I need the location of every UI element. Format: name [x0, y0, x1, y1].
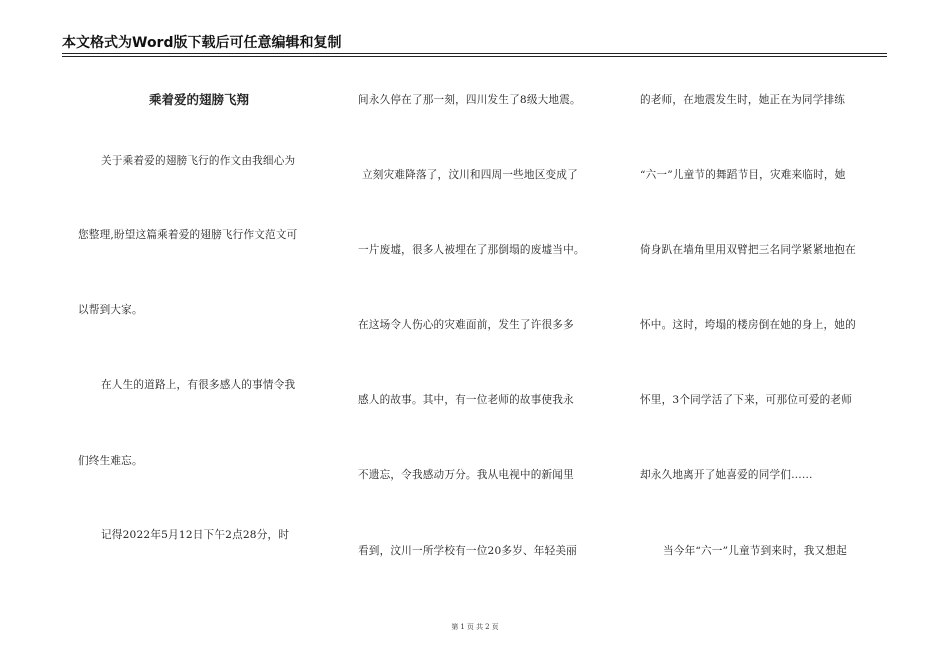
header-rule-top [62, 53, 887, 54]
header-rule-bottom [62, 56, 887, 57]
page-number: 1 [460, 623, 465, 631]
page-mid: 页 共 [466, 623, 484, 631]
column-1-line: 以帮到大家。 [78, 304, 143, 316]
column-1-line: 记得2022年5月12日下午2点28分，时 [101, 529, 290, 541]
column-3-line: 当今年“六一”儿童节到来时，我又想起 [663, 545, 847, 557]
column-3-line: 倚身趴在墙角里用双臂把三名同学紧紧地抱在 [640, 244, 856, 256]
column-2-line: 间永久停在了那一刻，四川发生了8级大地震。 [358, 94, 581, 106]
column-1-line: 关于乘着爱的翅膀飞行的作文由我细心为 [101, 155, 296, 167]
column-2-line: 立刻灾难降落了，汶川和四周一些地区变成了 [362, 169, 578, 181]
column-3-line: 却永久地离开了她喜爱的同学们…… [640, 469, 813, 481]
total-pages: 2 [485, 623, 490, 631]
column-1-line: 在人生的道路上，有很多感人的事情令我 [101, 379, 296, 391]
page-footer [0, 622, 950, 632]
column-1-line: 们终生难忘。 [78, 455, 143, 467]
column-3-line: 怀中。这时，垮塌的楼房倒在她的身上，她的 [640, 319, 856, 331]
column-3-line: 的老师，在地震发生时，她正在为同学排练 [640, 94, 846, 106]
document-header: 本文格式为Word版下载后可任意编辑和复制 [62, 35, 342, 51]
column-2-line: 在这场令人伤心的灾难面前，发生了许很多多 [358, 319, 574, 331]
column-2-line: 感人的故事。其中，有一位老师的故事使我永 [358, 394, 574, 406]
column-3-line: 怀里，3个同学活了下来，可那位可爱的老师 [640, 394, 853, 406]
column-2-line: 不遗忘，令我感动万分。我从电视中的新闻里 [358, 469, 574, 481]
article-title: 乘着爱的翅膀飞翔 [148, 92, 249, 107]
column-2-line: 看到，汶川一所学校有一位20多岁、年轻美丽 [358, 545, 577, 557]
column-3-line: “六一”儿童节的舞蹈节目，灾难来临时，她 [640, 169, 846, 181]
page-prefix: 第 [451, 623, 459, 631]
column-1-line: 您整理,盼望这篇乘着爱的翅膀飞行作文范文可 [78, 229, 298, 241]
column-2-line: 一片废墟，很多人被埋在了那倒塌的废墟当中。 [358, 244, 585, 256]
page-suffix: 页 [491, 623, 499, 631]
